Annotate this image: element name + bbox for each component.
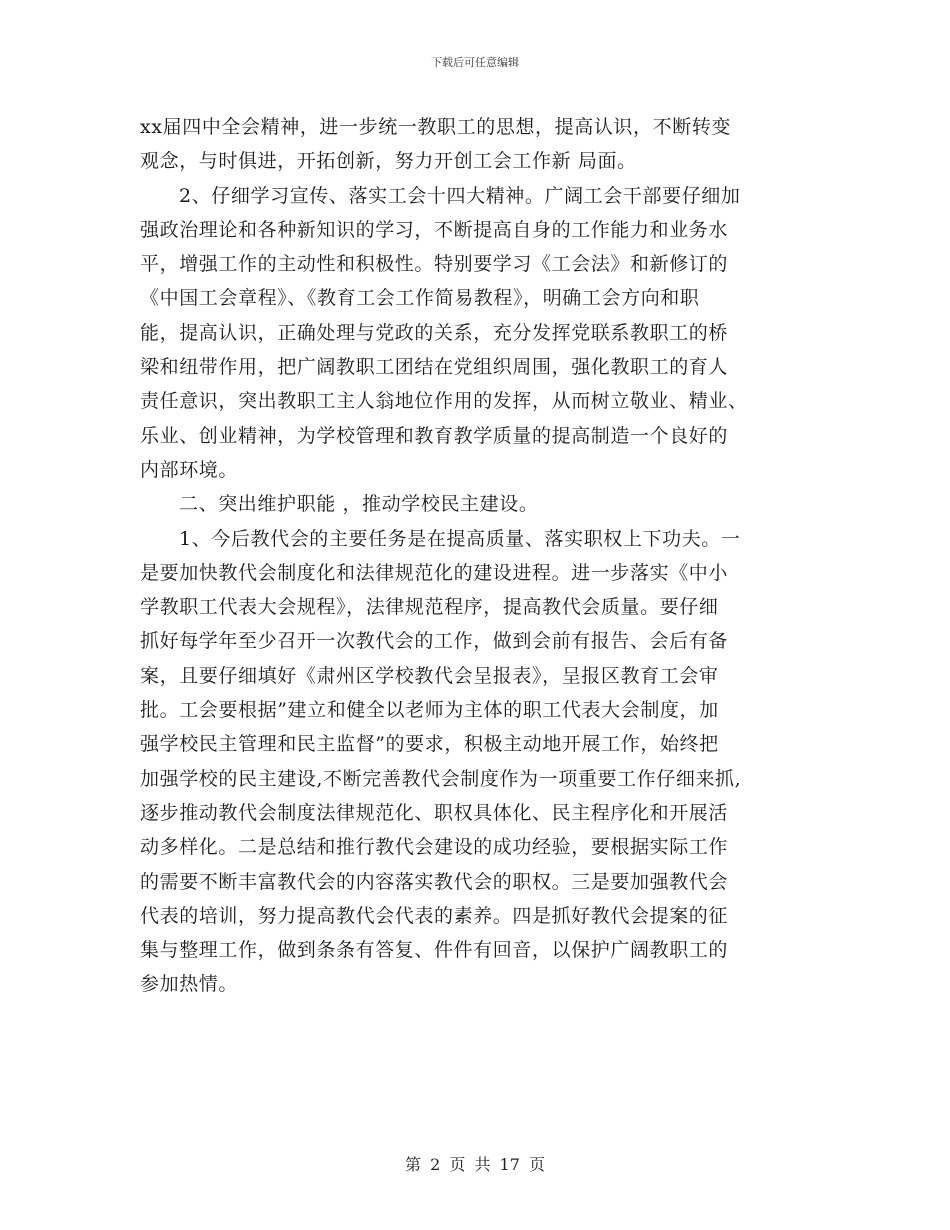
paragraph <box>140 487 812 521</box>
paragraph <box>140 522 812 1002</box>
text-line: 批。工会要根据”建立和健全以老师为主体的职工代表大会制度，加 <box>140 699 719 722</box>
text-line: 学教职工代表大会规程》，法律规范程序，提高教代会质量。要仔细 <box>140 596 719 619</box>
text-line: 观念，与时俱进，开拓创新，努力开创工会工作新 局面。 <box>140 150 637 173</box>
paragraph <box>140 110 812 179</box>
text-line: 平，增强工作的主动性和积极性。特别要学习《工会法》和新修订的 <box>140 253 729 276</box>
text-line: 强学校民主管理和民主监督”的要求，积极主动地开展工作，始终把 <box>140 733 719 756</box>
paragraph <box>140 179 812 488</box>
text-line: 能，提高认识，正确处理与党政的关系，充分发挥党联系教职工的桥 <box>140 321 729 344</box>
text-line: xx届四中全会精神，进一步统一教职工的思想，提高认识，不断转变 <box>140 116 732 138</box>
text-line: 案，且要仔细填好《肃州区学校教代会呈报表》，呈报区教育工会审 <box>140 664 719 687</box>
text-line: 加强学校的民主建设,不断完善教代会制度作为一项重要工作仔细来抓, <box>140 767 742 790</box>
text-line: 代表的培训，努力提高教代会代表的素养。四是抓好教代会提案的征 <box>140 904 729 927</box>
header-note: 下载后可任意编辑 <box>431 56 519 69</box>
text-line: 是要加快教代会制度化和法律规范化的建设进程。进一步落实《中小 <box>140 561 729 584</box>
text-line: 二、突出维护职能 ，推动学校民主建设。 <box>179 493 539 516</box>
text-line: 乐业、创业精神，为学校管理和教育教学质量的提高制造一个良好的 <box>140 424 729 447</box>
text-line: 动多样化。二是总结和推行教代会建设的成功经验，要根据实际工作 <box>140 836 729 859</box>
text-line: 内部环境。 <box>140 458 239 481</box>
text-line: 强政治理论和各种新知识的学习，不断提高自身的工作能力和业务水 <box>140 218 729 241</box>
text-line: 逐步推动教代会制度法律规范化、职权具体化、民主程序化和开展活 <box>140 801 729 824</box>
page-number: 第 2 页 共 17 页 <box>405 1155 545 1174</box>
document-body <box>140 110 812 1002</box>
text-line: 1、今后教代会的主要任务是在提高质量、落实职权上下功夫。一 <box>179 527 741 550</box>
text-line: 2、仔细学习宣传、落实工会十四大精神。广阔工会干部要仔细加 <box>179 184 741 207</box>
text-line: 抓好每学年至少召开一次教代会的工作，做到会前有报告、会后有备 <box>140 630 729 653</box>
text-line: 责任意识，突出教职工主人翁地位作用的发挥，从而树立敬业、精业、 <box>140 390 748 413</box>
text-line: 集与整理工作，做到条条有答复、件件有回音，以保护广阔教职工的 <box>140 939 729 962</box>
text-line: 参加热情。 <box>140 973 239 996</box>
text-line: 的需要不断丰富教代会的内容落实教代会的职权。三是要加强教代会 <box>140 870 729 893</box>
text-line: 《中国工会章程》、《教育工会工作简易教程》，明确工会方向和职 <box>140 287 700 310</box>
text-line: 梁和纽带作用，把广阔教职工团结在党组织周围，强化教职工的育人 <box>140 356 729 379</box>
